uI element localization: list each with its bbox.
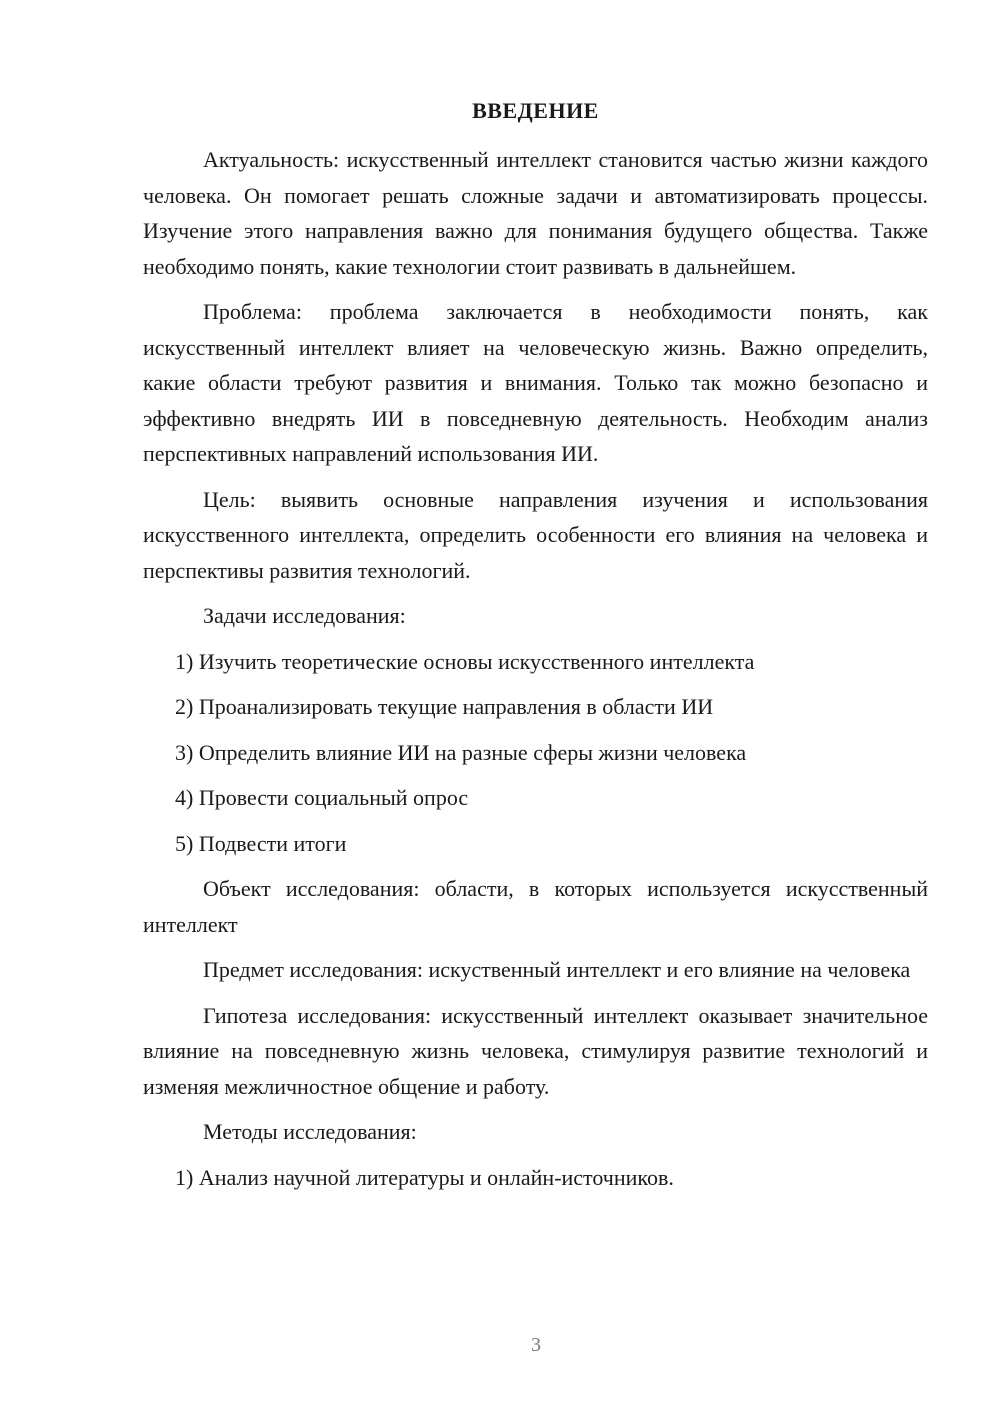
document-body — [143, 142, 928, 1205]
tasks-list-item: 1) Изучить теоретические основы искусственного интеллекта — [175, 648, 755, 674]
tasks-list-item: 5) Подвести итоги — [175, 830, 347, 856]
paragraph-object: Объект исследования: области, в которых используется искусственный интеллект — [143, 876, 928, 937]
paragraph-problem: Проблема: проблема заключается в необходимости понять, как искусственный интеллект влияет на человеческую жизнь. Важно определить, какие области требуют развития и внимания. Только так можно безопасно и эффективно внедрять ИИ в повседневную деятельность. Необходим анализ перспективных направлений использования ИИ. — [143, 299, 928, 466]
tasks-list-item: 3) Определить влияние ИИ на разные сферы жизни человека — [175, 739, 747, 765]
page-title: ВВЕДЕНИЕ — [472, 98, 599, 123]
paragraph-relevance: Актуальность: искусственный интеллект становится частью жизни каждого человека. Он помогает решать сложные задачи и автоматизировать процессы. Изучение этого направления важно для понимания будущего общества. Также необходимо понять, какие технологии стоит развивать в дальнейшем. — [143, 147, 928, 279]
paragraph-hypothesis: Гипотеза исследования: искусственный интеллект оказывает значительное влияние на повседневную жизнь человека, стимулируя развитие технологий и изменяя межличностное общение и работу. — [143, 1002, 928, 1099]
page-number: 3 — [531, 1334, 541, 1356]
tasks-list-item: 2) Проанализировать текущие направления в области ИИ — [175, 694, 714, 719]
tasks-list-item: 4) Провести социальный опрос — [175, 785, 469, 810]
paragraph-goal: Цель: выявить основные направления изучения и использования искусственного интеллекта, определить особенности его влияния на человека и перспективы развития технологий. — [143, 486, 928, 583]
methods-list-item: 1) Анализ научной литературы и онлайн-источников. — [175, 1164, 674, 1190]
tasks-heading: Задачи исследования: — [203, 603, 406, 628]
methods-heading: Методы исследования: — [203, 1119, 417, 1144]
paragraph-subject: Предмет исследования: искуственный интеллект и его влияние на человека — [203, 957, 911, 982]
